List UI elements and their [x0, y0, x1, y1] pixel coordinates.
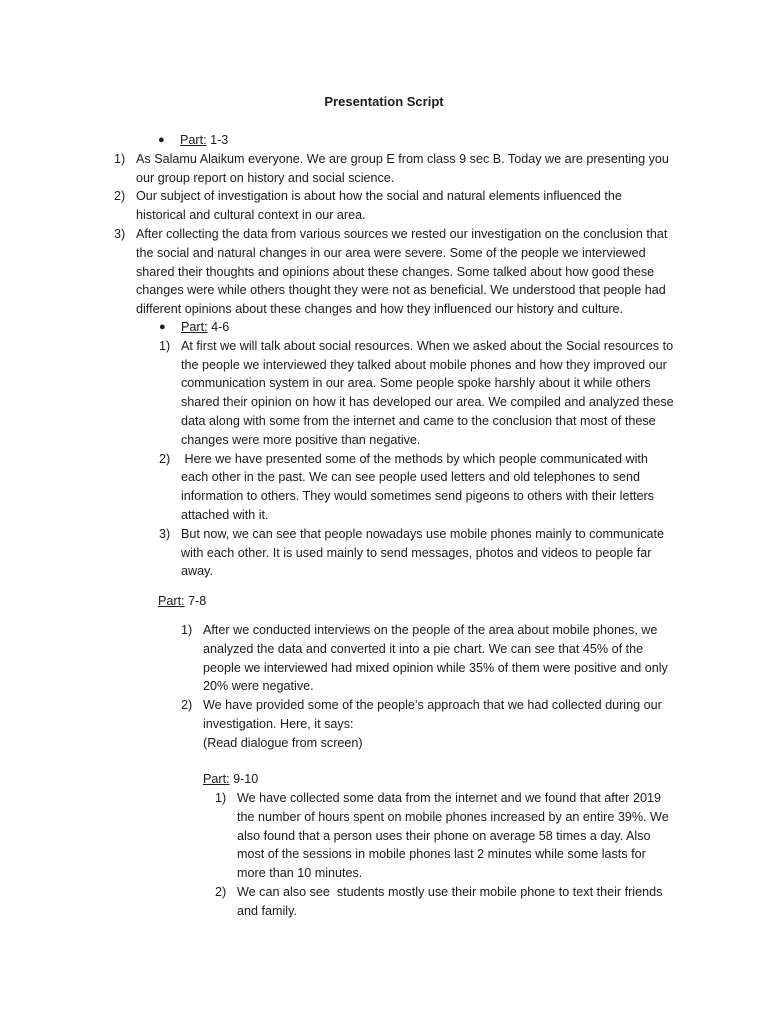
item-number: 1)	[114, 151, 126, 166]
part-range: 1-3	[206, 133, 229, 147]
line: most of the sessions in mobile phones last 2 minutes while some lasts for	[237, 847, 646, 862]
bullet-icon: ●	[158, 134, 165, 146]
section-part-9-10	[215, 789, 707, 921]
line: As Salamu Alaikum everyone. We are group E from class 9 sec B. Today we are presenting you	[136, 151, 669, 166]
line: each other in the past. We can see people used letters and old telephones to send	[181, 470, 641, 485]
section-part-4-6	[159, 318, 701, 581]
line: Our subject of investigation is about how the social and natural elements influenced the	[136, 189, 622, 204]
line: At first we will talk about social resources. When we asked about the Social resources to	[181, 338, 674, 353]
line: changes were more positive than negative.	[181, 432, 421, 447]
section-part-1-3	[114, 131, 696, 319]
item-number: 3)	[114, 226, 126, 241]
line: analyzed the data and converted it into a pie chart. We can see that 45% of the	[203, 641, 644, 656]
line: communication system in our area. Some people spoke harshly about it while others	[181, 376, 651, 391]
line: away.	[181, 564, 213, 579]
line: We can also see students mostly use their mobile phone to text their friends	[237, 884, 663, 899]
list-item	[181, 696, 703, 752]
item-number: 3)	[159, 526, 171, 541]
item-number: 2)	[181, 698, 193, 713]
list-item	[159, 337, 701, 450]
line: the number of hours spent on mobile phones increased by an entire 39%. We	[237, 809, 669, 824]
page-title: Presentation Script	[324, 94, 444, 109]
line: more than 10 minutes.	[237, 866, 363, 881]
line: also found that a person uses their phone on average 58 times a day. Also	[237, 828, 651, 843]
line: But now, we can see that people nowadays use mobile phones mainly to communicate	[181, 526, 665, 541]
list-item	[215, 883, 707, 921]
item-number: 1)	[181, 623, 193, 637]
list-item	[114, 187, 696, 225]
list-item	[114, 150, 696, 188]
part-range: 7-8	[184, 594, 207, 608]
part-range: 9-10	[229, 772, 259, 786]
line: investigation. Here, it says:	[203, 716, 354, 731]
part-heading	[136, 131, 696, 150]
line: After collecting the data from various sources we rested our investigation on the conclusion that	[136, 226, 668, 241]
line: We have provided some of the people’s approach that we had collected during our	[203, 698, 662, 713]
line: We have collected some data from the internet and we found that after 2019	[237, 791, 662, 805]
list-item	[159, 525, 701, 581]
part-label: Part:	[203, 772, 230, 786]
section-part-7-8	[181, 621, 703, 753]
item-number: 1)	[159, 338, 171, 353]
list-item	[159, 450, 701, 525]
line: our group report on history and social science.	[136, 170, 395, 185]
item-number: 1)	[215, 791, 227, 805]
part-label: Part:	[158, 594, 185, 608]
list-item	[114, 225, 696, 319]
part-range: 4-6	[207, 320, 230, 334]
list-item	[215, 789, 707, 883]
line: historical and cultural context in our area.	[136, 208, 366, 223]
line: the social and natural changes in our area were severe. Some of the people we interviewed	[136, 245, 646, 260]
bullet-icon: ●	[159, 321, 166, 333]
part-label: Part:	[180, 133, 207, 147]
line: with each other. It is used mainly to send messages, photos and videos to people far	[181, 545, 652, 560]
line: (Read dialogue from screen)	[203, 735, 363, 750]
part-heading-9-10	[203, 770, 703, 789]
line: data along with some from the internet and came to the conclusion that most of these	[181, 413, 656, 428]
line: shared their thoughts and opinions about these changes. Some talked about how good these	[136, 264, 655, 279]
part-heading	[159, 318, 701, 337]
item-number: 2)	[114, 189, 126, 204]
line: people we interviewed had mixed opinion while 35% of them were positive and only	[203, 660, 668, 675]
line: shared their opinion on how it has developed our area. We compiled and analyzed these	[181, 395, 674, 410]
line: and family.	[237, 903, 297, 918]
line: attached with it.	[181, 507, 269, 522]
line: the people we interviewed they talked about mobile phones and how they improved our	[181, 357, 667, 372]
list-item	[181, 621, 703, 696]
line: different opinions about these changes and how they influenced our history and culture.	[136, 302, 624, 317]
part-heading-7-8	[158, 592, 698, 611]
line: changes were while others thought they were not as beneficial. We understood that people had	[136, 283, 666, 298]
line: Here we have presented some of the methods by which people communicated with	[181, 451, 648, 466]
item-number: 2)	[159, 451, 171, 466]
part-label: Part:	[181, 320, 208, 334]
item-number: 2)	[215, 884, 227, 899]
line: information to others. They would sometimes send pigeons to others with their letters	[181, 489, 654, 504]
line: 20% were negative.	[203, 679, 314, 694]
line: After we conducted interviews on the people of the area about mobile phones, we	[203, 623, 658, 637]
